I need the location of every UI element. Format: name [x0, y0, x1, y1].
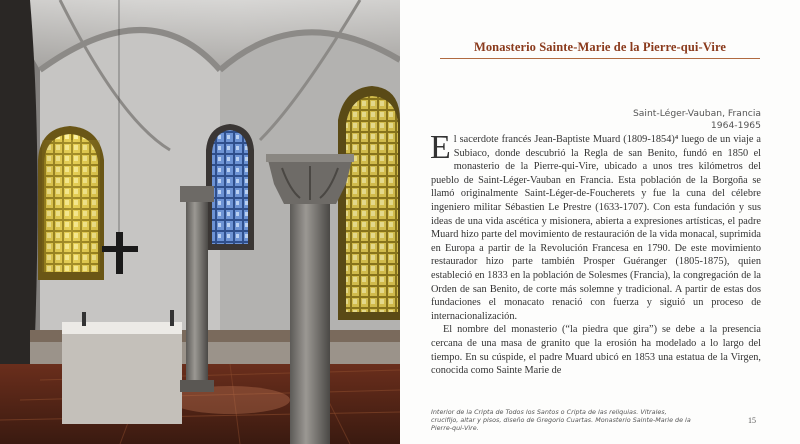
paragraph-1 [430, 129, 761, 323]
page-number: 15 [748, 416, 756, 425]
text-page [400, 0, 800, 444]
photo-caption: Interior de la Cripta de Todos los Santos o Cripta de las reliquias. Vitrales, crucifijo, altar y pisos, diseño de Gregorio Cuartas. Monasterio Sainte-Marie de la Pierre-qui-Vire. [431, 408, 691, 433]
paragraph-1-text: l sacerdote francés Jean-Baptiste Muard (1809-1854)⁴ luego de un viaje a Subiaco, donde descubrió la Regla de san Benito, fundó en 1850 el monasterio de la Pierre-qui-Vire, ubicado a unos tres kilómetros del pueblo de Saint-Léger-Vauban en Francia. Esta población de la Borgoña se llamó originalmente Saint-Léger-de-Foucherets y fue la cuna del célebre ingeniero militar Sébastien Le Prestre (1633-1707). Con esta fundación y sus ideas de una vida ascética y misionera, abierta a expresiones artísticas, el padre Muard hizo parte del movimiento de restauración de la vida monacal, suprimida en Europa a partir de la Revolución Francesa en 1790. De este movimiento restaurador hizo parte también Prosper Guéranger (1805-1875), quien estableció en 1833 en la población de Solesmes (Francia), la congregación de la Orden de san Benito, de corte más solemne y tradicional. A partir de estas dos fundaciones el monacato renació con fuerza y siguió un proceso de internacionalización. [431, 134, 761, 322]
years-text: 1964-1965 [710, 120, 761, 131]
location-text: Saint-Léger-Vauban, Francia [632, 108, 761, 119]
drop-cap: E [430, 129, 451, 166]
location-block [633, 108, 761, 132]
page-title: Monasterio Sainte-Marie de la Pierre-qui-Vire [473, 40, 727, 54]
paragraph-2: El nombre del monasterio (“la piedra que gira”) se debe a la presencia cercana de una masa de granito que la erosión ha modelado a lo largo del tiempo. En su cúspide, el padre Muard ubicó en 1853 una estatua de la Virgen, conocida como Sainte Marie de [431, 324, 761, 377]
title-divider [440, 58, 760, 59]
body-text [430, 129, 761, 378]
